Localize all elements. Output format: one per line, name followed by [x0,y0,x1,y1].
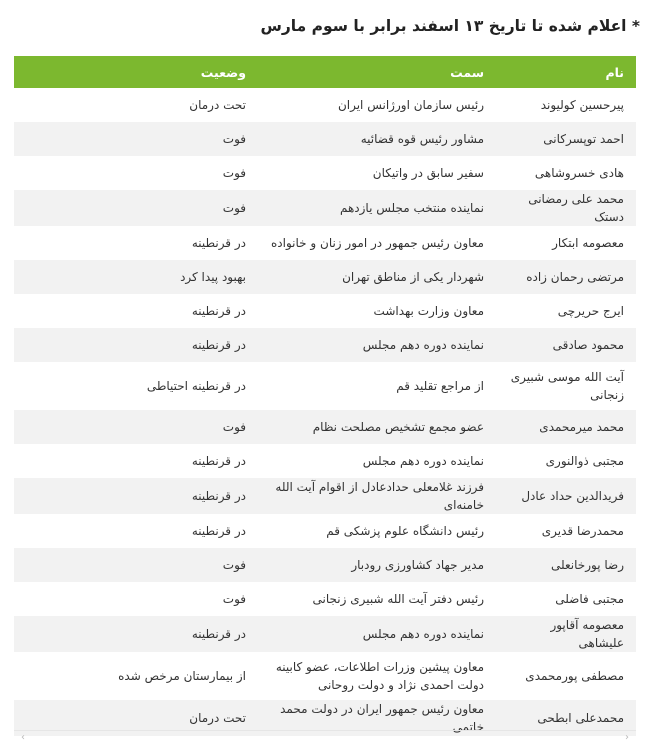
name-cell: هادی خسروشاهی [496,156,636,190]
role-cell: فرزند غلامعلی حدادعادل از اقوام آیت الله خامنه‌ای [258,478,496,514]
status-cell: تحت درمان [14,88,258,122]
role-cell: رئیس دانشگاه علوم پزشکی قم [258,514,496,548]
name-cell: محمدرضا قدیری [496,514,636,548]
role-cell: رئیس دفتر آیت الله شبیری زنجانی [258,582,496,616]
column-header-role: سمت [258,56,496,88]
role-cell: رئیس سازمان اورژانس ایران [258,88,496,122]
table-row [14,444,636,478]
status-cell: فوت [14,410,258,444]
table-row [14,548,636,582]
table-row [14,478,636,514]
role-cell: از مراجع تقلید قم [258,362,496,410]
role-cell: معاون رئیس جمهور در امور زنان و خانواده [258,226,496,260]
status-cell: در قرنطینه احتیاطی [14,362,258,410]
table-row [14,652,636,700]
name-cell: مجتبی فاضلی [496,582,636,616]
status-cell: در قرنطینه [14,328,258,362]
name-cell: مرتضی رحمان زاده [496,260,636,294]
role-cell: نماینده دوره دهم مجلس [258,444,496,478]
status-cell: فوت [14,582,258,616]
name-cell: معصومه ابتکار [496,226,636,260]
column-header-status: وضعیت [14,56,258,88]
horizontal-scrollbar[interactable] [14,730,636,745]
role-cell: عضو مجمع تشخیص مصلحت نظام [258,410,496,444]
table-row [14,294,636,328]
table-row [14,328,636,362]
role-cell: نماینده دوره دهم مجلس [258,328,496,362]
status-cell: از بیمارستان مرخص شده [14,652,258,700]
scroll-right-icon[interactable]: › [625,732,629,743]
role-cell: سفیر سابق در واتیکان [258,156,496,190]
table-row [14,156,636,190]
name-cell: محمدعلی ابطحی [496,700,636,736]
name-cell: فریدالدین حداد عادل [496,478,636,514]
role-cell: معاون پیشین وزرات اطلاعات، عضو کابینه دولت احمدی نژاد و دولت روحانی [258,652,496,700]
status-cell: در قرنطینه [14,514,258,548]
officials-table [14,56,636,736]
name-cell: احمد توپسرکانی [496,122,636,156]
table-row [14,226,636,260]
role-cell: معاون رئیس جمهور ایران در دولت محمد خاتمی [258,700,496,736]
status-cell: تحت درمان [14,700,258,736]
table-row [14,88,636,122]
status-cell: در قرنطینه [14,226,258,260]
table-row [14,582,636,616]
name-cell: ایرج حریرچی [496,294,636,328]
scroll-left-icon[interactable]: ‹ [21,732,25,743]
table-row [14,260,636,294]
name-cell: معصومه آقاپور علیشاهی [496,616,636,652]
role-cell: معاون وزارت بهداشت [258,294,496,328]
table-row [14,514,636,548]
column-header-name: نام [496,56,636,88]
table-row [14,616,636,652]
status-cell: در قرنطینه [14,444,258,478]
table-header-row [14,56,636,88]
status-cell: در قرنطینه [14,294,258,328]
name-cell: رضا پورخانعلی [496,548,636,582]
status-cell: در قرنطینه [14,616,258,652]
role-cell: شهردار یکی از مناطق تهران [258,260,496,294]
status-cell: فوت [14,548,258,582]
page-heading: * اعلام شده تا تاریخ ۱۳ اسفند برابر با سوم مارس [260,17,640,35]
name-cell: مجتبی ذوالنوری [496,444,636,478]
role-cell: نماینده منتخب مجلس یازدهم [258,190,496,226]
role-cell: مشاور رئیس قوه قضائیه [258,122,496,156]
table-row [14,190,636,226]
status-cell: فوت [14,190,258,226]
name-cell: پیرحسین کولیوند [496,88,636,122]
status-cell: فوت [14,122,258,156]
name-cell: محمد میرمحمدی [496,410,636,444]
status-cell: بهبود پیدا کرد [14,260,258,294]
role-cell: مدیر جهاد کشاورزی رودبار [258,548,496,582]
status-cell: در قرنطینه [14,478,258,514]
name-cell: محمود صادقی [496,328,636,362]
name-cell: محمد علی رمضانی دستک [496,190,636,226]
table-row [14,362,636,410]
name-cell: آیت الله موسی شبیری زنجانی [496,362,636,410]
table-row [14,122,636,156]
role-cell: نماینده دوره دهم مجلس [258,616,496,652]
table-row [14,410,636,444]
name-cell: مصطفی پورمحمدی [496,652,636,700]
status-cell: فوت [14,156,258,190]
